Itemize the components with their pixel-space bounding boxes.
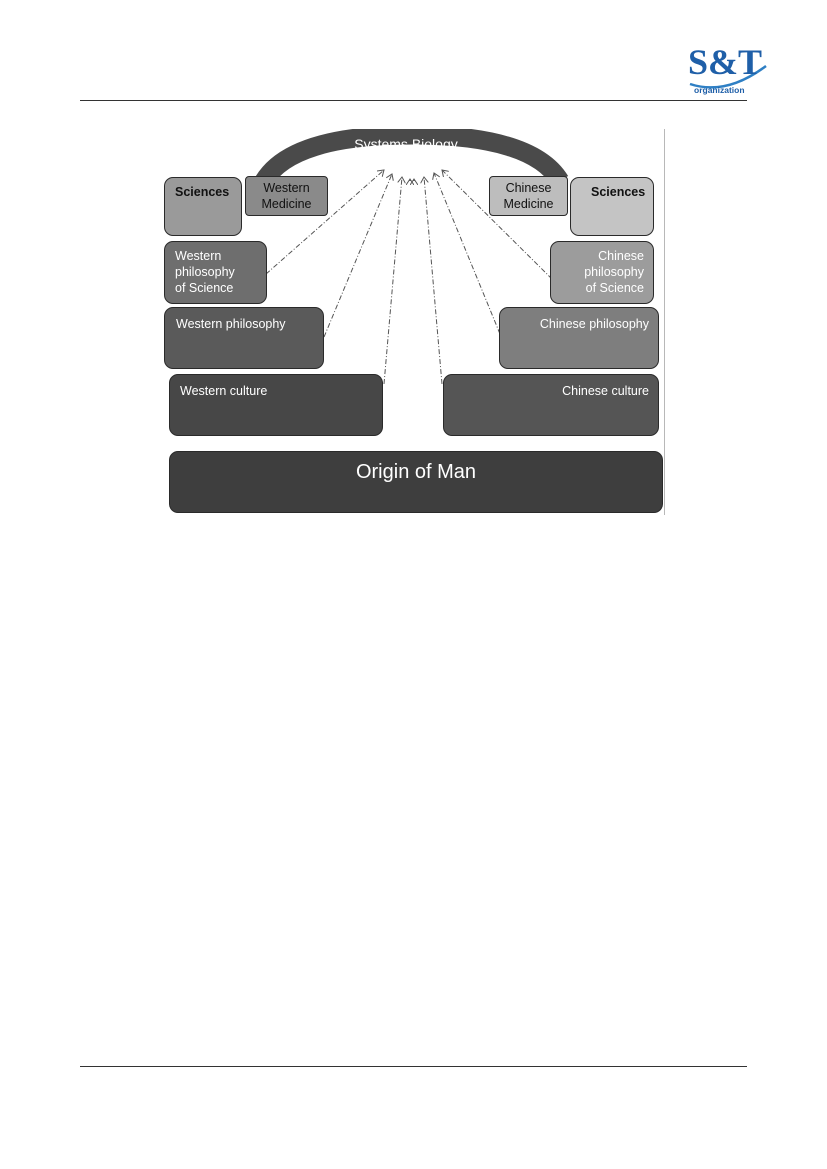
box-western-culture <box>169 374 383 436</box>
logo-graphic <box>686 36 770 98</box>
box-chinese-medicine <box>489 176 568 216</box>
label-origin-of-man: Origin of Man <box>355 461 477 483</box>
label-western-culture: Western culture <box>180 384 268 398</box>
header-rule <box>80 100 747 101</box>
box-chinese-sciences <box>570 177 654 236</box>
label-chinese-sciences: Sciences <box>591 185 646 199</box>
label-chinese-philosophy: Chinese philosophy <box>539 317 649 331</box>
st-organization-logo <box>686 36 770 98</box>
box-western-philosophy <box>164 307 324 369</box>
arrow-western-philosophy <box>324 174 392 337</box>
label-chinese-philosophy-of-science: Chinese philosophy of Science <box>584 249 644 295</box>
label-chinese-medicine: Chinese Medicine <box>503 181 554 211</box>
label-western-philosophy-of-science: Western philosophy of Science <box>175 249 235 295</box>
box-chinese-culture <box>443 374 659 436</box>
box-western-sciences <box>164 177 242 236</box>
label-western-medicine: Western Medicine <box>261 181 312 211</box>
box-western-medicine <box>245 176 328 216</box>
box-chinese-philosophy-of-science <box>550 241 654 304</box>
systems-biology-diagram <box>162 129 665 515</box>
label-western-sciences: Sciences <box>175 185 230 199</box>
logo-text: S&T <box>688 42 763 82</box>
systems-biology-label: Systems Biology <box>354 136 458 152</box>
arrow-chinese-culture <box>424 177 442 384</box>
label-western-philosophy: Western philosophy <box>176 317 286 331</box>
box-western-philosophy-of-science <box>164 241 267 304</box>
box-chinese-philosophy <box>499 307 659 369</box>
arrow-western-culture <box>384 177 402 384</box>
logo-subtext: organization <box>694 85 745 95</box>
footer-rule <box>80 1066 747 1067</box>
box-origin-of-man <box>169 451 663 513</box>
label-chinese-culture: Chinese culture <box>562 384 649 398</box>
